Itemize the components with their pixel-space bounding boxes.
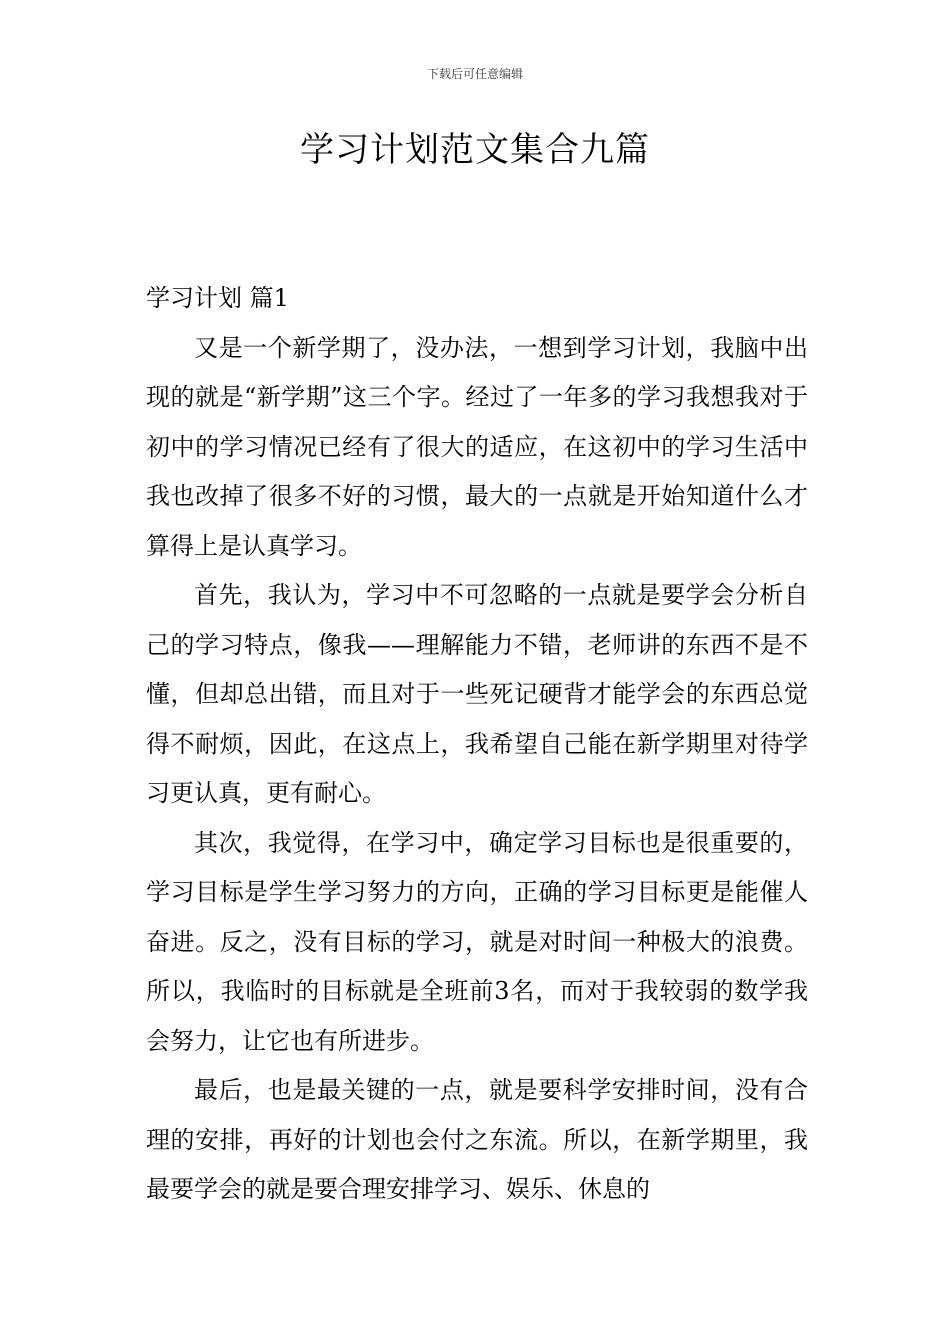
- paragraph-2: 首先，我认为，学习中不可忽略的一点就是要学会分析自己的学习特点，像我——理解能力不错，老师讲的东西不是不懂，但却总出错，而且对于一些死记硬背才能学会的东西总觉得不耐烦，因此，在这点上，我希望自己能在新学期里对待学习更认真，更有耐心。: [146, 581, 808, 807]
- header-note: 下载后可任意编辑: [426, 67, 523, 81]
- document-title: 学习计划范文集合九篇: [300, 130, 650, 170]
- document-body: [146, 274, 808, 1215]
- paragraph-3: 其次，我觉得，在学习中，确定学习目标也是很重要的，学习目标是学生学习努力的方向，正确的学习目标更是能催人奋进。反之，没有目标的学习，就是对时间一种极大的浪费。所以，我临时的目标就是全班前3名，而对于我较弱的数学我会努力，让它也有所进步。: [146, 828, 808, 1055]
- paragraph-1: 又是一个新学期了，没办法，一想到学习计划，我脑中出现的就是“新学期”这三个字。经过了一年多的学习我想我对于初中的学习情况已经有了很大的适应，在这初中的学习生活中我也改掉了很多不好的习惯，最大的一点就是开始知道什么才算得上是认真学习。: [146, 333, 808, 560]
- section-heading: 学习计划 篇1: [146, 284, 289, 312]
- paragraph-4: 最后，也是最关键的一点，就是要科学安排时间，没有合理的安排，再好的计划也会付之东流。所以，在新学期里，我最要学会的就是要合理安排学习、娱乐、休息的: [146, 1076, 808, 1203]
